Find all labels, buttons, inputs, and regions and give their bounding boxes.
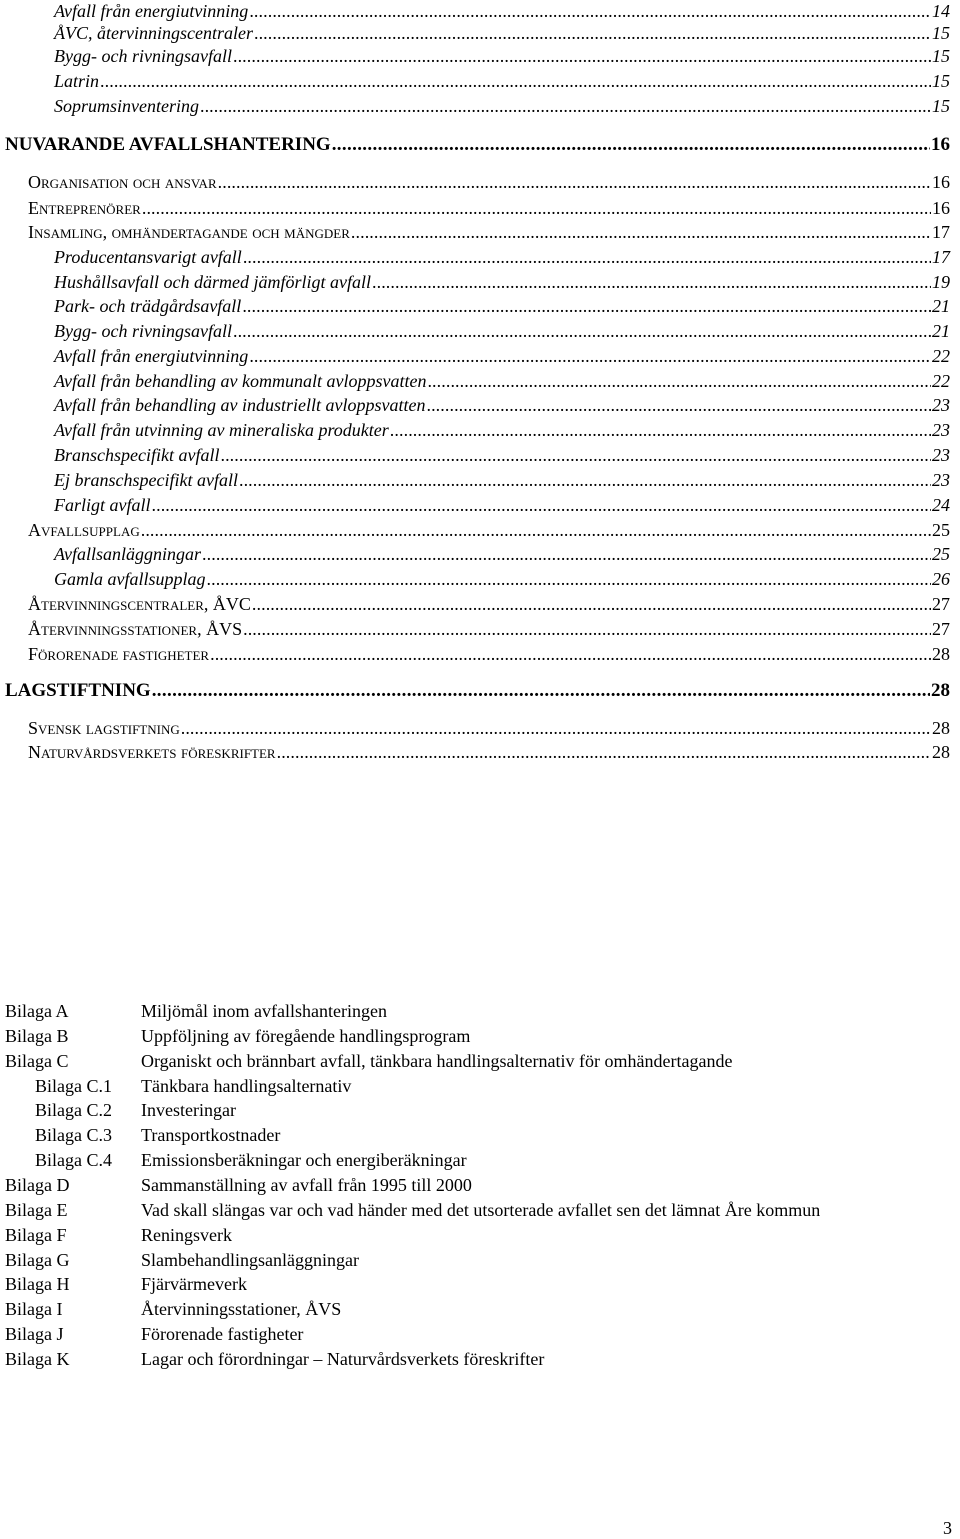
appendix-code: Bilaga K <box>5 1349 70 1369</box>
toc-entry-page: 21 <box>932 321 950 341</box>
toc-leader-dots <box>249 0 931 22</box>
toc-entry-title: Avfallsupplag <box>28 520 140 540</box>
toc-leader-dots <box>220 444 931 466</box>
toc-entry-page: 28 <box>932 644 950 664</box>
toc-entry[interactable] <box>28 593 950 615</box>
toc-entry-page: 28 <box>932 718 950 738</box>
toc-entry-page: 22 <box>932 346 950 366</box>
appendix-description: Fjärvärmeverk <box>141 1274 247 1294</box>
appendix-description: Transportkostnader <box>141 1125 281 1145</box>
toc-leader-dots <box>233 320 931 342</box>
appendix-description: Miljömål inom avfallshanteringen <box>141 1001 387 1021</box>
appendix-code: Bilaga C.4 <box>35 1150 112 1170</box>
toc-entry[interactable] <box>54 419 950 441</box>
toc-leader-dots <box>277 741 931 763</box>
toc-leader-dots <box>254 22 931 44</box>
toc-entry[interactable] <box>28 221 950 243</box>
toc-entry-title: Park- och trädgårdsavfall <box>54 296 242 316</box>
toc-entry-title: ÅVC, återvinningscentraler <box>54 23 253 43</box>
toc-leader-dots <box>427 370 931 392</box>
toc-entry[interactable] <box>5 134 950 156</box>
appendix-description: Uppföljning av föregående handlingsprogram <box>141 1026 471 1046</box>
toc-leader-dots <box>141 519 931 541</box>
toc-entry-title: Farligt avfall <box>54 495 151 515</box>
appendix-row <box>5 1174 472 1196</box>
toc-entry[interactable] <box>54 95 950 117</box>
toc-leader-dots <box>152 494 932 516</box>
toc-entry-page: 27 <box>932 619 950 639</box>
toc-entry[interactable] <box>54 45 950 67</box>
toc-entry-title: Återvinningscentraler, ÅVC <box>28 594 251 614</box>
appendix-description: Förorenade fastigheter <box>141 1324 304 1344</box>
appendix-code: Bilaga H <box>5 1274 70 1294</box>
toc-leader-dots <box>249 345 931 367</box>
toc-entry-page: 26 <box>932 569 950 589</box>
toc-entry-page: 16 <box>932 198 950 218</box>
toc-entry-title: Avfall från energiutvinning <box>54 1 249 21</box>
toc-entry-page: 16 <box>932 172 950 192</box>
toc-entry-title: Svensk lagstiftning <box>28 718 180 738</box>
appendix-row <box>5 1249 359 1271</box>
page-number: 3 <box>943 1518 952 1538</box>
toc-entry[interactable] <box>54 246 950 268</box>
toc-entry-page: 23 <box>932 470 950 490</box>
toc-entry[interactable] <box>5 680 950 702</box>
appendix-row <box>5 1025 470 1047</box>
toc-entry-title: Naturvårdsverkets föreskrifter <box>28 742 276 762</box>
toc-entry-page: 23 <box>932 395 950 415</box>
toc-entry[interactable] <box>28 171 950 193</box>
toc-leader-dots <box>239 469 931 491</box>
toc-entry[interactable] <box>54 370 950 392</box>
toc-leader-dots <box>252 593 931 615</box>
appendix-description: Tänkbara handlingsalternativ <box>141 1076 352 1096</box>
appendix-row <box>5 1323 303 1345</box>
appendix-row <box>5 1298 341 1320</box>
toc-entry[interactable] <box>54 394 950 416</box>
appendix-row <box>5 1273 247 1295</box>
toc-leader-dots <box>218 171 931 193</box>
toc-entry-page: 16 <box>931 134 950 155</box>
toc-leader-dots <box>233 45 931 67</box>
toc-entry[interactable] <box>54 320 950 342</box>
toc-entry[interactable] <box>28 741 950 763</box>
appendix-description: Investeringar <box>141 1100 236 1120</box>
appendix-row <box>5 1099 236 1121</box>
toc-entry-page: 24 <box>932 495 950 515</box>
toc-entry-title: Avfall från behandling av industriellt avloppsvatten <box>54 395 426 415</box>
toc-leader-dots <box>390 419 931 441</box>
appendix-code: Bilaga D <box>5 1175 70 1195</box>
toc-leader-dots <box>210 643 931 665</box>
appendix-code: Bilaga C <box>5 1051 69 1071</box>
toc-entry[interactable] <box>54 295 950 317</box>
toc-entry[interactable] <box>28 618 950 640</box>
appendix-code: Bilaga G <box>5 1250 70 1270</box>
toc-entry-title: Insamling, omhändertagande och mängder <box>28 222 350 242</box>
toc-leader-dots <box>243 618 931 640</box>
toc-leader-dots <box>243 246 931 268</box>
toc-entry-page: 17 <box>932 222 950 242</box>
toc-entry[interactable] <box>54 271 950 293</box>
appendix-row <box>5 1050 732 1072</box>
toc-leader-dots <box>207 568 932 590</box>
appendix-description: Organiskt och brännbart avfall, tänkbara handlingsalternativ för omhändertagande <box>141 1051 733 1071</box>
toc-entry[interactable] <box>54 444 950 466</box>
appendix-code: Bilaga B <box>5 1026 69 1046</box>
appendix-code: Bilaga C.3 <box>35 1125 112 1145</box>
toc-entry-title: Gamla avfallsupplag <box>54 569 206 589</box>
appendix-description: Reningsverk <box>141 1225 232 1245</box>
appendix-code: Bilaga C.1 <box>35 1076 112 1096</box>
toc-leader-dots <box>351 221 931 243</box>
appendix-row <box>5 1199 820 1221</box>
toc-entry[interactable] <box>28 197 950 219</box>
toc-entry-page: 28 <box>932 742 950 762</box>
toc-leader-dots <box>200 95 931 117</box>
appendix-description: Vad skall slängas var och vad händer med det utsorterade avfallet sen det lämnat Åre kommun <box>141 1200 821 1220</box>
toc-leader-dots <box>202 543 931 565</box>
appendix-description: Slambehandlingsanläggningar <box>141 1250 359 1270</box>
toc-entry-title: Latrin <box>54 71 100 91</box>
toc-entry-title: Bygg- och rivningsavfall <box>54 321 232 341</box>
toc-entry[interactable] <box>54 22 950 44</box>
toc-entry-title: Avfall från energiutvinning <box>54 346 249 366</box>
appendix-code: Bilaga F <box>5 1225 67 1245</box>
appendix-row <box>5 1149 467 1171</box>
toc-entry[interactable] <box>54 543 950 565</box>
toc-leader-dots <box>100 70 931 92</box>
toc-entry-page: 21 <box>932 296 950 316</box>
appendix-row <box>5 1224 232 1246</box>
toc-entry-title: Hushållsavfall och därmed jämförligt avfall <box>54 272 371 292</box>
appendix-row <box>5 1348 544 1370</box>
appendix-code: Bilaga E <box>5 1200 68 1220</box>
toc-leader-dots <box>372 271 931 293</box>
toc-entry-title: Återvinningsstationer, ÅVS <box>28 619 243 639</box>
toc-entry-page: 23 <box>932 445 950 465</box>
toc-entry-page: 15 <box>932 46 950 66</box>
toc-leader-dots <box>242 295 931 317</box>
toc-entry[interactable] <box>28 643 950 665</box>
appendix-code: Bilaga I <box>5 1299 63 1319</box>
toc-entry-page: 15 <box>932 96 950 116</box>
toc-entry-title: Producentansvarigt avfall <box>54 247 242 267</box>
toc-entry-title: Organisation och ansvar <box>28 172 217 192</box>
appendix-row <box>5 1124 280 1146</box>
appendix-code: Bilaga C.2 <box>35 1100 112 1120</box>
toc-entry-title: Avfall från behandling av kommunalt avloppsvatten <box>54 371 427 391</box>
toc-entry-title: NUVARANDE AVFALLSHANTERING <box>5 134 331 155</box>
toc-entry-page: 27 <box>932 594 950 614</box>
appendix-description: Lagar och förordningar – Naturvårdsverkets föreskrifter <box>141 1349 545 1369</box>
toc-entry[interactable] <box>28 717 950 739</box>
toc-entry-page: 19 <box>932 272 950 292</box>
appendix-description: Sammanställning av avfall från 1995 till 2000 <box>141 1175 472 1195</box>
toc-leader-dots <box>142 197 931 219</box>
toc-entry-page: 22 <box>932 371 950 391</box>
toc-entry-title: Branschspecifikt avfall <box>54 445 220 465</box>
toc-entry[interactable] <box>54 345 950 367</box>
toc-leader-dots <box>152 680 930 702</box>
toc-entry-page: 23 <box>932 420 950 440</box>
appendix-code: Bilaga A <box>5 1001 69 1021</box>
toc-entry-page: 14 <box>932 1 950 21</box>
toc-entry[interactable] <box>54 494 950 516</box>
toc-entry[interactable] <box>54 70 950 92</box>
toc-entry-page: 17 <box>932 247 950 267</box>
toc-entry[interactable] <box>54 0 950 22</box>
appendix-row <box>5 1000 387 1022</box>
toc-entry-title: Bygg- och rivningsavfall <box>54 46 232 66</box>
appendix-row <box>5 1075 351 1097</box>
toc-entry-title: Avfall från utvinning av mineraliska produkter <box>54 420 389 440</box>
appendix-description: Emissionsberäkningar och energiberäkningar <box>141 1150 467 1170</box>
toc-entry[interactable] <box>28 519 950 541</box>
toc-leader-dots <box>332 134 930 156</box>
toc-entry[interactable] <box>54 568 950 590</box>
toc-entry-title: Förorenade fastigheter <box>28 644 210 664</box>
appendix-code: Bilaga J <box>5 1324 64 1344</box>
toc-entry-page: 25 <box>932 520 950 540</box>
toc-leader-dots <box>426 394 931 416</box>
toc-leader-dots <box>181 717 931 739</box>
toc-entry-title: Ej branschspecifikt avfall <box>54 470 238 490</box>
toc-entry-title: LAGSTIFTNING <box>5 680 151 701</box>
toc-entry-title: Entreprenörer <box>28 198 141 218</box>
appendix-description: Återvinningsstationer, ÅVS <box>141 1299 342 1319</box>
toc-entry-page: 25 <box>932 544 950 564</box>
toc-entry[interactable] <box>54 469 950 491</box>
toc-entry-title: Avfallsanläggningar <box>54 544 202 564</box>
toc-entry-page: 15 <box>932 71 950 91</box>
toc-entry-page: 28 <box>931 680 950 701</box>
toc-entry-title: Soprumsinventering <box>54 96 199 116</box>
toc-entry-page: 15 <box>932 23 950 43</box>
